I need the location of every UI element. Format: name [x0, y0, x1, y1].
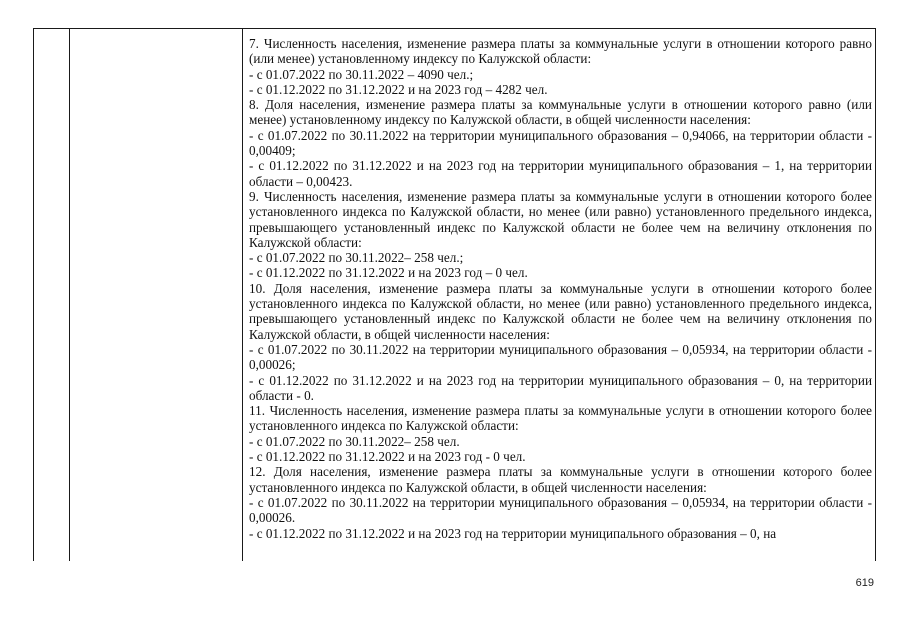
paragraph-8-item-2: - с 01.12.2022 по 31.12.2022 и на 2023 год на территории муниципального образования – 1, на территории области – 0,00423.: [249, 158, 872, 189]
paragraph-9-item-1: - с 01.07.2022 по 30.11.2022– 258 чел.;: [249, 250, 464, 266]
paragraph-7-item-2: - с 01.12.2022 по 31.12.2022 и на 2023 год – 4282 чел.: [249, 81, 548, 97]
paragraph-11-item-2: - с 01.12.2022 по 31.12.2022 и на 2023 год - 0 чел.: [249, 449, 526, 465]
paragraph-9-heading: 9. Численность населения, изменение размера платы за коммунальные услуги в отношении которого более установленного индекса по Калужской области, но менее (или равно) установленного предельного индекса, превышающего установленный индекс по Калужской области не более чем на величину отклонения по Калужской области:: [249, 188, 872, 250]
paragraph-7-heading: 7. Численность населения, изменение размера платы за коммунальные услуги в отношении которого равно (или менее) установленному индексу по Калужской области:: [249, 36, 872, 67]
table-column-number: [34, 29, 70, 561]
document-table: [33, 28, 876, 561]
paragraph-8-item-1: - с 01.07.2022 по 30.11.2022 на территории муниципального образования – 0,94066, на территории области - 0,00409;: [249, 127, 872, 159]
table-column-content: [243, 29, 875, 561]
paragraph-11-heading: 11. Численность населения, изменение размера платы за коммунальные услуги в отношении которого более установленного индекса по Калужской области:: [249, 403, 872, 434]
paragraph-10-item-2: - с 01.12.2022 по 31.12.2022 и на 2023 год на территории муниципального образования – 0, на территории области - 0.: [249, 372, 872, 403]
paragraph-12-item-2: - с 01.12.2022 по 31.12.2022 и на 2023 год на территории муниципального образования – 0, на: [249, 525, 777, 541]
paragraph-12-heading: 12. Доля населения, изменение размера платы за коммунальные услуги в отношении которого более установленного индекса по Калужской области, в общей численности населения:: [249, 464, 872, 495]
paragraph-7-item-1: - с 01.07.2022 по 30.11.2022 – 4090 чел.;: [249, 66, 474, 82]
paragraph-8-heading: 8. Доля населения, изменение размера платы за коммунальные услуги в отношении которого равно (или менее) установленному индексу по Калужской области, в общей численности населения:: [249, 97, 872, 128]
paragraph-11-item-1: - с 01.07.2022 по 30.11.2022– 258 чел.: [249, 433, 460, 449]
paragraph-12-item-1: - с 01.07.2022 по 30.11.2022 на территории муниципального образования – 0,05934, на территории области - 0,00026.: [249, 494, 872, 526]
table-column-name: [70, 29, 243, 561]
paragraph-9-item-2: - с 01.12.2022 по 31.12.2022 и на 2023 год – 0 чел.: [249, 265, 528, 281]
paragraph-10-item-1: - с 01.07.2022 по 30.11.2022 на территории муниципального образования – 0,05934, на территории области - 0,00026;: [249, 341, 872, 373]
page-number: 619: [855, 577, 874, 589]
paragraph-10-heading: 10. Доля населения, изменение размера платы за коммунальные услуги в отношении которого более установленного индекса по Калужской области, но менее (или равно) установленного предельного индекса, превышающего установленный индекс по Калужской области не более чем на величину отклонения по Калужской области, в общей численности населения:: [249, 280, 872, 342]
